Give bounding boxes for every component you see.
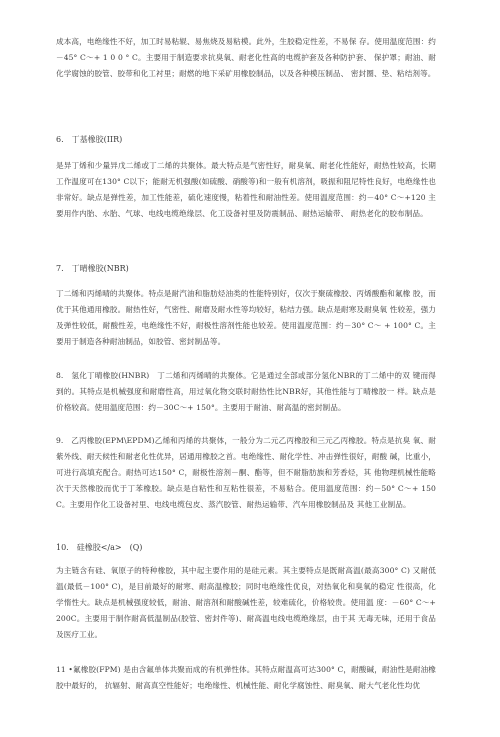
paragraph-butyl: 是异丁烯和少量异戊二烯或丁二烯的共聚体。最大特点是气密性好，耐臭氧、耐老化性能好，耐热性较高，长期工作温度可在130° C以下；能耐无机强酸(如硫酸、硝酸等)和一般有机溶剂，吸振和阻尼特性良好，电绝缘性也非常好。缺点是弹性差，加工性能差，硫化速度慢，粘着性和耐油性差。使用温度范围：约－40° C～+120 主要用作内胎、水胎、气球、电线电缆绝缘层、化工设备衬里及防震制品、耐热运输带、 耐热老化的胶布制品。 — [56, 161, 436, 218]
paragraph-fluororubber: 11 •氟橡胶(FPM) 是由含氟单体共聚而成的有机弹性体。其特点耐温高可达300° C，耐酸碱，耐油性是耐油橡胶中最好的， 抗辐射、耐高真空性能好；电绝缘性、机械性能、耐化学腐蚀性、耐臭氧、耐大气老化性均优 — [56, 665, 436, 690]
paragraph-chloroprene-tail: 成本高，电绝缘性不好，加工时易粘辊、易焦烧及易粘模。此外，生胶稳定性差，不易保 存。使用温度范围：约－45° C～+ 1 0 0 ° C。主要用于制造要求抗臭氧、耐老化性高的电缆护套及各种防护套、 保护罩；耐油、耐化学腐蚀的胶管、胶带和化工衬里；耐燃的地下采矿用橡胶制品，以及各种模压制品、 密封圈、垫、粘结剂等。 — [56, 37, 436, 78]
paragraph-silicone: 为主链含有硅、氧原子的特种橡胶，其中起主要作用的是硅元素。其主要特点是既耐高温(最高300° C) 又耐低温(最低－100° C)，是目前最好的耐寒、耐高温橡胶；同时电绝缘性优良，对热氧化和臭氧的稳定 性很高，化学惰性大。缺点是机械强度较低，耐油、耐溶剂和耐酸碱性差，较难硫化，价格较贵。使用温 度：－60° C～+ 200C。主要用于制作耐高低温制品(胶管、密封件等)、耐高温电线电缆绝缘层，由于其 无毒无味，还用于食品及医疗工业。 — [56, 566, 436, 639]
paragraph-epdm: 9. 乙丙橡胶(EPM\EPDM)乙烯和丙烯的共聚体，一般分为二元乙丙橡胶和三元乙丙橡胶。特点是抗臭 氧、耐紫外线、耐天候性和耐老化性优异，居通用橡胶之首。电绝缘性、耐化学性、冲击弹性很好，耐酸 碱，比重小，可进行高填充配合。耐热可达150° C，耐极性溶剂－酮、酯等，但不耐脂肪族和芳香烃，其 他物理机械性能略次于天然橡胶而优于丁苯橡胶。缺点是自粘性和互粘性很差，不易粘合。使用温度范围：约－50° C～+ 150C。主要用作化工设备衬里、电线电缆包皮、蒸汽胶管、耐热运输带、汽车用橡胶制品及 其他工业制品。 — [56, 436, 436, 509]
section-heading-butyl: 6. 丁基橡胶(IIR) — [56, 135, 123, 144]
section-heading-silicone: 10. 硅橡胶</a> (Q) — [56, 543, 143, 552]
paragraph-hnbr: 8. 氢化丁晴橡胶(HNBR) 丁二烯和丙烯晴的共聚体。它是通过全部或部分氢化NBR的丁二烯中的双 键而得到的。其特点是机械强度和耐磨性高，用过氧化物交联时耐热性比NBR好，其他性能与丁晴橡胶一 样。缺点是价格较高。使用温度范围：约－30C～+ 150°。主要用于耐油、耐高温的密封制品。 — [56, 371, 436, 412]
section-heading-nbr: 7. 丁晴橡胶(NBR) — [56, 264, 129, 273]
paragraph-nbr: 丁二烯和丙烯晴的共聚体。特点是耐汽油和脂肪烃油类的性能特别好，仅次于聚硫橡胶、丙烯酸酯和氟橡 胶，而优于其他通用橡胶。耐热性好，气密性、耐磨及耐水性等均较好，粘结力强。缺点是耐寒及耐臭氧 性较差，强力及弹性较低，耐酸性差，电绝缘性不好，耐极性溶剂性能也较差。使用温度范围：约－30° C～ + 100° C。主要用于制造各种耐油制品，如胶管、密封制品等。 — [56, 289, 436, 346]
